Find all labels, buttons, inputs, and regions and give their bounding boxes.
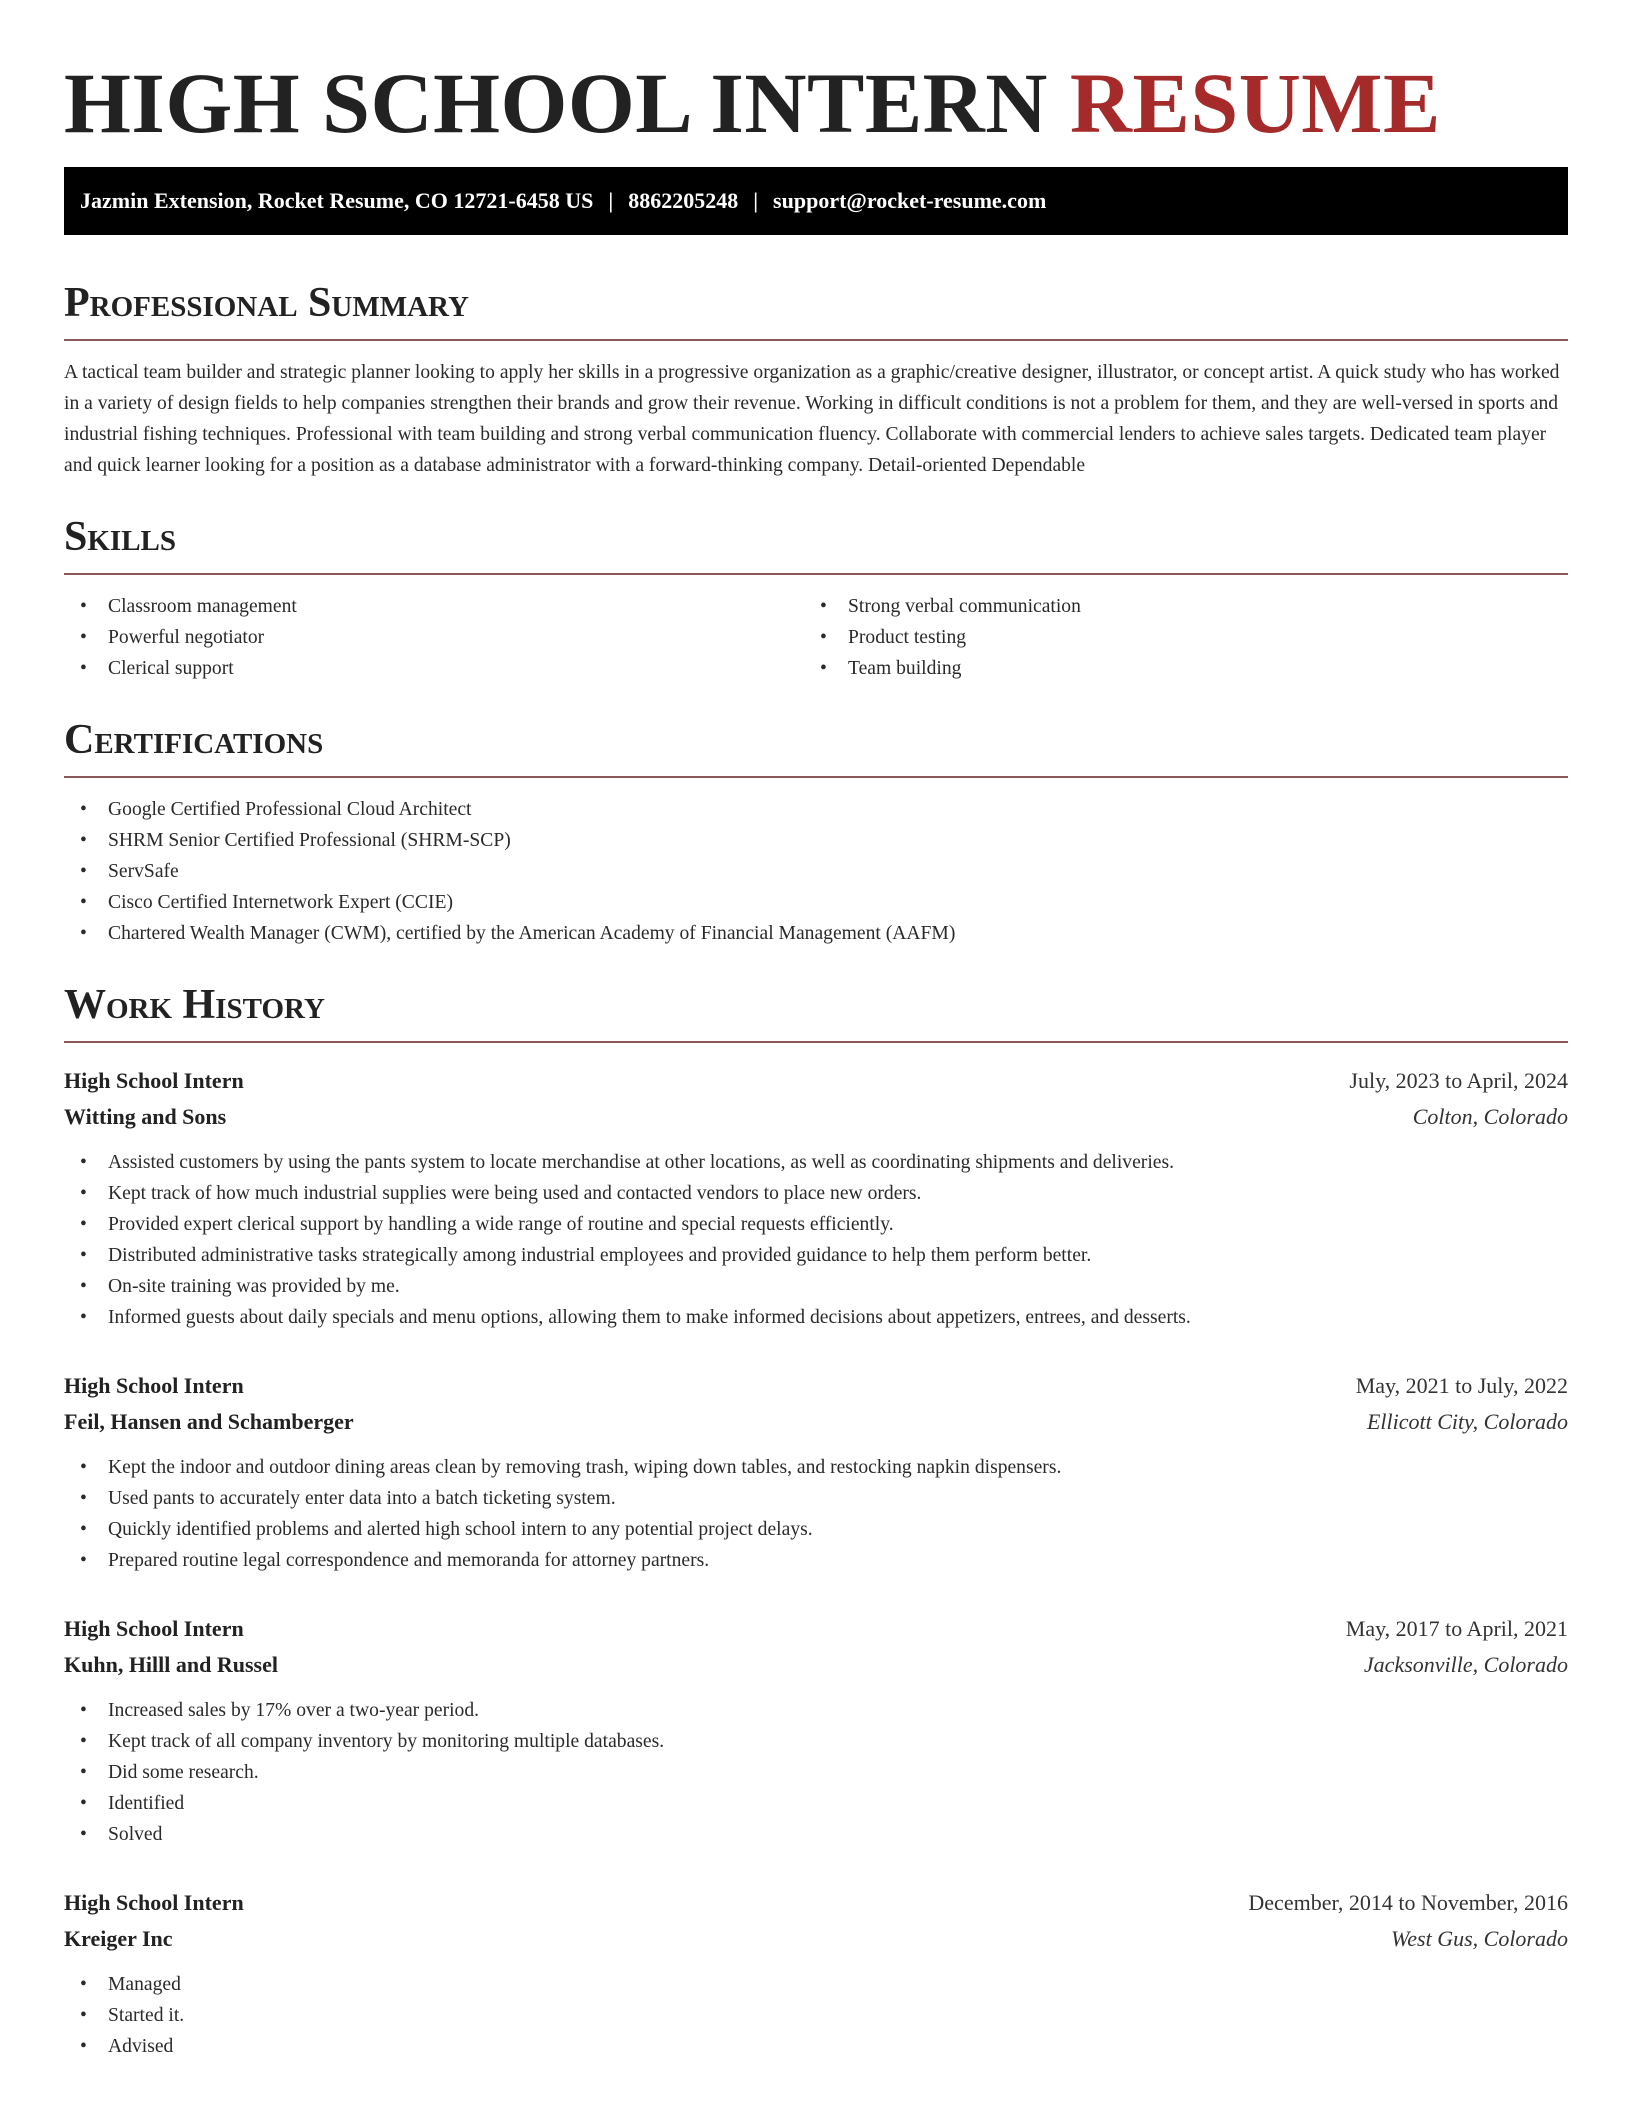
job-bullet: • Distributed administrative tasks strategically among industrial employees and provided guidance to help them perform better. — [64, 1240, 1568, 1271]
job-entry — [64, 1611, 1568, 1850]
skills-list-right — [804, 591, 1544, 684]
job-subheader-row — [64, 1921, 1568, 1957]
contact-phone: 8862205248 — [628, 188, 739, 213]
job-bullet: • Kept track of how much industrial supplies were being used and contacted vendors to place new orders. — [64, 1178, 1568, 1209]
summary-heading: Professional Summary — [64, 279, 1568, 341]
resume-title — [64, 55, 1568, 151]
skills-list-left — [64, 591, 804, 684]
job-location: Ellicott City, Colorado — [1366, 1409, 1568, 1434]
job-bullet: • Quickly identified problems and alerted high school intern to any potential project delays. — [64, 1514, 1568, 1545]
job-header-row — [64, 1063, 1568, 1099]
job-bullets — [64, 1695, 1568, 1850]
job-bullet: • Kept track of all company inventory by monitoring multiple databases. — [64, 1726, 1568, 1757]
job-bullets — [64, 1452, 1568, 1576]
job-subheader-row — [64, 1647, 1568, 1683]
certification-item: • SHRM Senior Certified Professional (SHRM-SCP) — [64, 825, 1568, 856]
job-title: High School Intern — [64, 1068, 244, 1093]
contact-address: Jazmin Extension, Rocket Resume, CO 12721-6458 US — [80, 188, 594, 213]
certification-item: • ServSafe — [64, 856, 1568, 887]
skill-item: • Product testing — [804, 622, 1544, 653]
contact-bar — [64, 167, 1568, 235]
job-location: West Gus, Colorado — [1390, 1926, 1568, 1951]
job-bullets — [64, 1969, 1568, 2062]
skill-item: • Powerful negotiator — [64, 622, 804, 653]
job-dates: May, 2017 to April, 2021 — [1345, 1616, 1568, 1641]
resume-content — [64, 55, 1568, 2062]
skills-grid — [64, 591, 1568, 684]
job-company: Kreiger Inc — [64, 1926, 173, 1951]
job-header-row — [64, 1611, 1568, 1647]
skill-item: • Strong verbal communication — [804, 591, 1544, 622]
skill-item: • Team building — [804, 653, 1544, 684]
title-main: HIGH SCHOOL INTERN — [64, 55, 1048, 151]
job-bullet: • Identified — [64, 1788, 1568, 1819]
job-title: High School Intern — [64, 1373, 244, 1398]
certifications-list — [64, 794, 1568, 949]
job-bullet: • Kept the indoor and outdoor dining areas clean by removing trash, wiping down tables, and restocking napkin dispensers. — [64, 1452, 1568, 1483]
certification-item: • Google Certified Professional Cloud Architect — [64, 794, 1568, 825]
certification-item: • Cisco Certified Internetwork Expert (CCIE) — [64, 887, 1568, 918]
summary-text: A tactical team builder and strategic planner looking to apply her skills in a progressive organization as a graphic/creative designer, illustrator, or concept artist. A quick study who has worked in a variety of design fields to help companies strengthen their brands and grow their revenue. Working in difficult conditions is not a problem for them, and they are well-versed in sports and industrial fishing techniques. Professional with team building and strong verbal communication fluency. Collaborate with commercial lenders to achieve sales targets. Dedicated team player and quick learner looking for a position as a database administrator with a forward-thinking company. Detail-oriented Dependable — [64, 362, 1560, 476]
job-header-row — [64, 1368, 1568, 1404]
job-bullet: • Increased sales by 17% over a two-year period. — [64, 1695, 1568, 1726]
job-subheader-row — [64, 1404, 1568, 1440]
job-bullet: • Managed — [64, 1969, 1568, 2000]
job-bullet: • Assisted customers by using the pants system to locate merchandise at other locations, as well as coordinating shipments and deliveries. — [64, 1147, 1568, 1178]
job-entry — [64, 1368, 1568, 1576]
work-history-heading: Work History — [64, 981, 1568, 1043]
job-location: Jacksonville, Colorado — [1363, 1652, 1568, 1677]
job-entry — [64, 1063, 1568, 1333]
job-bullets — [64, 1147, 1568, 1333]
contact-email: support@rocket-resume.com — [773, 188, 1047, 213]
contact-separator: | — [753, 188, 759, 213]
job-location: Colton, Colorado — [1412, 1104, 1568, 1129]
job-subheader-row — [64, 1099, 1568, 1135]
skill-item: • Clerical support — [64, 653, 804, 684]
job-title: High School Intern — [64, 1890, 244, 1915]
job-bullet: • On-site training was provided by me. — [64, 1271, 1568, 1302]
job-dates: July, 2023 to April, 2024 — [1349, 1068, 1568, 1093]
certifications-heading: Certifications — [64, 716, 1568, 778]
job-company: Kuhn, Hilll and Russel — [64, 1652, 278, 1677]
skills-heading: Skills — [64, 513, 1568, 575]
job-bullet: • Advised — [64, 2031, 1568, 2062]
job-title: High School Intern — [64, 1616, 244, 1641]
job-bullet: • Used pants to accurately enter data into a batch ticketing system. — [64, 1483, 1568, 1514]
title-accent: RESUME — [1069, 55, 1441, 151]
contact-separator: | — [608, 188, 614, 213]
certification-item: • Chartered Wealth Manager (CWM), certified by the American Academy of Financial Management (AAFM) — [64, 918, 1568, 949]
job-entry — [64, 1885, 1568, 2062]
job-company: Witting and Sons — [64, 1104, 227, 1129]
job-bullet: • Did some research. — [64, 1757, 1568, 1788]
job-header-row — [64, 1885, 1568, 1921]
skill-item: • Classroom management — [64, 591, 804, 622]
job-bullet: • Provided expert clerical support by handling a wide range of routine and special requests efficiently. — [64, 1209, 1568, 1240]
job-bullet: • Started it. — [64, 2000, 1568, 2031]
job-dates: December, 2014 to November, 2016 — [1248, 1890, 1568, 1915]
job-bullet: • Prepared routine legal correspondence and memoranda for attorney partners. — [64, 1545, 1568, 1576]
job-bullet: • Informed guests about daily specials and menu options, allowing them to make informed decisions about appetizers, entrees, and desserts. — [64, 1302, 1568, 1333]
job-dates: May, 2021 to July, 2022 — [1355, 1373, 1568, 1398]
job-bullet: • Solved — [64, 1819, 1568, 1850]
job-company: Feil, Hansen and Schamberger — [64, 1409, 354, 1434]
